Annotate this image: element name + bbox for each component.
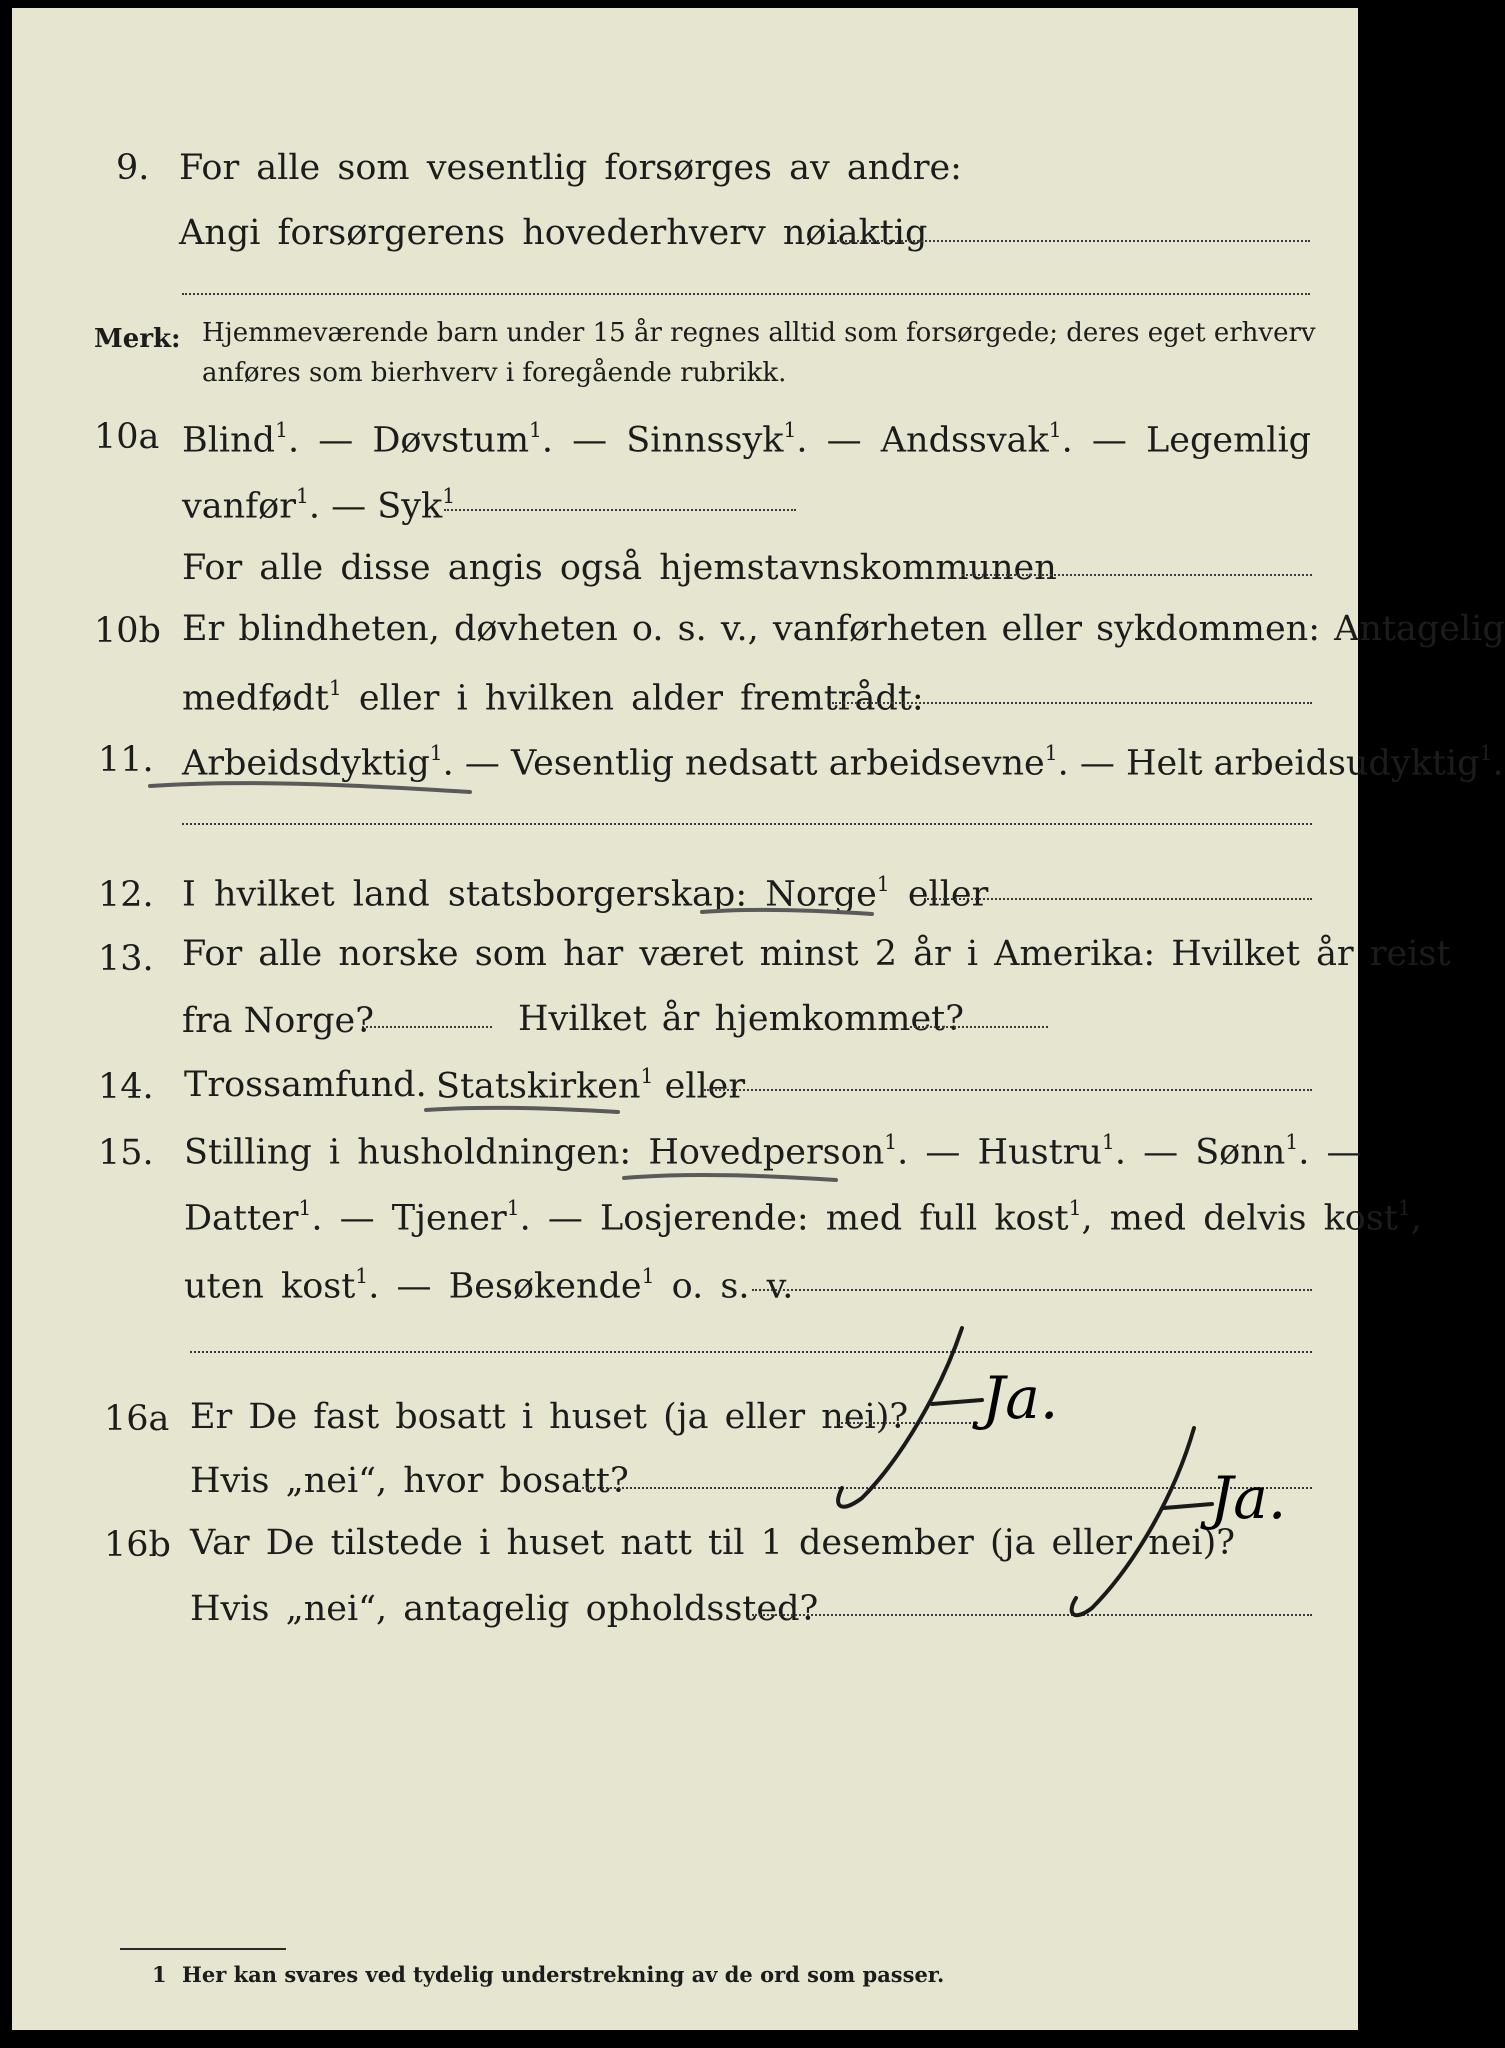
q12-answer-line[interactable] (924, 898, 1312, 900)
q15-line2: Datter$^1$. — Tjener$^1$. — Losjerende: med full kost$^1$, med delvis kost$^1$, (184, 1196, 1422, 1239)
q16a-line1: Er De fast bosatt i huset (ja eller nei)? (190, 1397, 909, 1437)
q10b-number: 10b (94, 611, 161, 651)
note-line2: anføres som bierhverv i foregående rubrikk. (202, 358, 787, 388)
q10b-answer-line[interactable] (832, 702, 1312, 704)
q12-number: 12. (98, 875, 154, 915)
q13-line2a: fra Norge? (182, 1001, 374, 1041)
q10a-hometown-line[interactable] (962, 574, 1312, 576)
q10a-line1: Blind$^1$. — Døvstum$^1$. — Sinnssyk$^1$. — Andssvak$^1$. — Legemlig (182, 418, 1312, 461)
q9-number: 9. (116, 148, 150, 188)
handwritten-answers (802, 1308, 1362, 1638)
q13-departure-line[interactable] (362, 1026, 492, 1028)
q15-line3: uten kost$^1$. — Besøkende$^1$ o. s. v. (184, 1264, 794, 1307)
q10a-line3: For alle disse angis også hjemstavnskommunen (182, 548, 1057, 588)
q16b-number: 16b (104, 1525, 171, 1565)
q9-answer-line-2[interactable] (182, 293, 1310, 295)
q11-answer-line[interactable] (182, 823, 1312, 825)
q10a-number: 10a (94, 417, 160, 457)
q16a-number: 16a (104, 1399, 170, 1439)
q9-line1: For alle som vesentlig forsørges av andre: (179, 148, 962, 188)
q11-line: Arbeidsdyktig$^1$. — Vesentlig nedsatt arbeidsevne$^1$. — Helt arbeidsudyktig$^1$. (182, 741, 1504, 784)
q12-line: I hvilket land statsborgerskap: Norge$^1$ eller (182, 872, 989, 915)
hw-ja-16b-stroke (1072, 1428, 1212, 1615)
q9-answer-line[interactable] (830, 240, 1310, 242)
q13-line2b: Hvilket år hjemkommet? (518, 999, 965, 1039)
q10a-answer-line[interactable] (444, 509, 796, 511)
q16b-line2: Hvis „nei“, antagelig opholdssted? (190, 1589, 819, 1629)
note-line1: Hjemmeværende barn under 15 år regnes alltid som forsørgede; deres eget erhverv (202, 318, 1316, 348)
q11-number: 11. (98, 740, 154, 780)
q16a-line2: Hvis „nei“, hvor bosatt? (190, 1461, 629, 1501)
hw-answer-16b: Ja. (1210, 1464, 1287, 1532)
q13-number: 13. (98, 939, 154, 979)
q15-answer-line[interactable] (752, 1289, 1312, 1291)
q10b-line1: Er blindheten, døvheten o. s. v., vanførheten eller sykdommen: Antagelig (182, 609, 1505, 649)
census-form-page (12, 8, 1505, 2030)
hw-answer-16a: Ja. (982, 1364, 1059, 1432)
q15-line1: Stilling i husholdningen: Hovedperson$^1$. — Hustru$^1$. — Sønn$^1$. — (184, 1130, 1362, 1173)
q15-number: 15. (98, 1133, 154, 1173)
underline-arbeidsdyktig (150, 783, 470, 792)
q10b-line2: medfødt$^1$ eller i hvilken alder fremtrådt: (182, 676, 924, 719)
q9-line2: Angi forsørgerens hovederhverv nøiaktig (179, 213, 928, 253)
q14-line-b: Statskirken$^1$ eller (436, 1064, 746, 1107)
q14-number: 14. (98, 1067, 154, 1107)
q14-line-a: Trossamfund. (184, 1065, 427, 1105)
footnote-text: Her kan svares ved tydelig understrekning av de ord som passer. (182, 1962, 945, 1987)
q13-line1: For alle norske som har været minst 2 år i Amerika: Hvilket år reist (182, 934, 1451, 974)
q10a-line2: vanfør$^1$. — Syk$^1$ (182, 484, 456, 527)
hw-ja-16a-stroke (838, 1328, 982, 1507)
note-label: Merk: (94, 324, 181, 354)
q16b-line1: Var De tilstede i huset natt til 1 desember (ja eller nei)? (190, 1523, 1236, 1563)
underline-hovedperson (624, 1175, 836, 1180)
footnote-marker: 1 (152, 1962, 167, 1987)
q14-answer-line[interactable] (704, 1089, 1312, 1091)
underline-statskirken (426, 1108, 618, 1112)
q13-return-line[interactable] (910, 1026, 1048, 1028)
footnote-rule (120, 1948, 286, 1950)
